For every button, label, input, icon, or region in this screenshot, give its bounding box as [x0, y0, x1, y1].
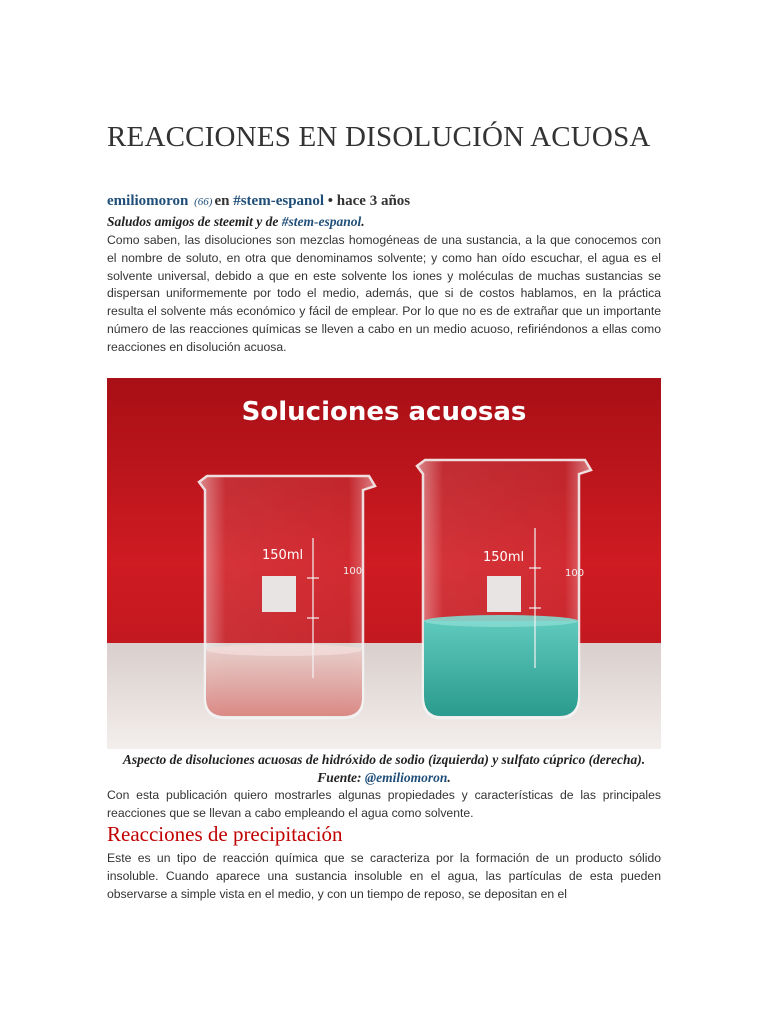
- photo-banner: Soluciones acuosas: [241, 397, 527, 427]
- post-time: • hace 3 años: [327, 193, 411, 209]
- left-label-patch: [262, 576, 296, 612]
- intro-paragraph: Como saben, las disoluciones son mezclas homogéneas de una sustancia, a la que conocemos con el nombre de soluto, en otra que denominamos solvente; y como han oído escuchar, el agua es el solvente universal, debido a que en este solvente los iones y moléculas de muchas sustancias se dispersan uniformemente por todo el medio, además, que si de costos hablamos, en la práctica resulta el solvente más económico y fácil de emplear. Por lo que no es de extrañar que un importante número de las reacciones químicas se lleven a cabo en un medio acuoso, refiriéndonos a ellas como reacciones en disolución acuosa.: [107, 233, 661, 354]
- right-tick-label: 100: [565, 568, 585, 579]
- beakers-photo: [107, 378, 661, 749]
- article-title: REACCIONES EN DISOLUCIÓN ACUOSA: [107, 121, 651, 153]
- caption-end: .: [447, 770, 451, 785]
- right-volume-label: 150ml: [483, 550, 525, 565]
- right-beaker: [417, 460, 591, 718]
- left-tick-label: 100: [343, 566, 363, 577]
- post-meta: [107, 193, 410, 210]
- caption-source-link[interactable]: @emiliomoron: [364, 770, 448, 785]
- section-heading: Reacciones de precipitación: [107, 822, 343, 846]
- left-volume-label: 150ml: [262, 548, 304, 563]
- left-beaker: [199, 476, 375, 718]
- greeting-text: Saludos amigos de steemit y de: [107, 214, 282, 229]
- greeting-end: .: [361, 214, 365, 229]
- third-paragraph: Este es un tipo de reacción química que se caracteriza por la formación de un producto sólido insoluble. Cuando aparece una sustancia insoluble en el agua, las partículas de esta pueden observarse a simple vista en el medio, y con un tiempo de reposo, se depositan en el: [107, 851, 661, 901]
- caption-text: Aspecto de disoluciones acuosas de hidróxido de sodio (izquierda) y sulfato cúprico (derecha). Fuente:: [122, 752, 646, 785]
- reputation-badge: (66): [194, 196, 213, 208]
- greeting-tag-link[interactable]: #stem-espanol: [281, 214, 362, 229]
- second-paragraph: Con esta publicación quiero mostrarles algunas propiedades y características de las principales reacciones que se llevan a cabo empleando el agua como solvente.: [107, 788, 661, 820]
- greeting: [107, 214, 365, 230]
- figure-caption: [107, 751, 661, 787]
- right-label-patch: [487, 576, 521, 612]
- tag-link[interactable]: #stem-espanol: [233, 193, 325, 209]
- author-link[interactable]: emiliomoron: [107, 193, 189, 209]
- in-word: en: [214, 193, 230, 209]
